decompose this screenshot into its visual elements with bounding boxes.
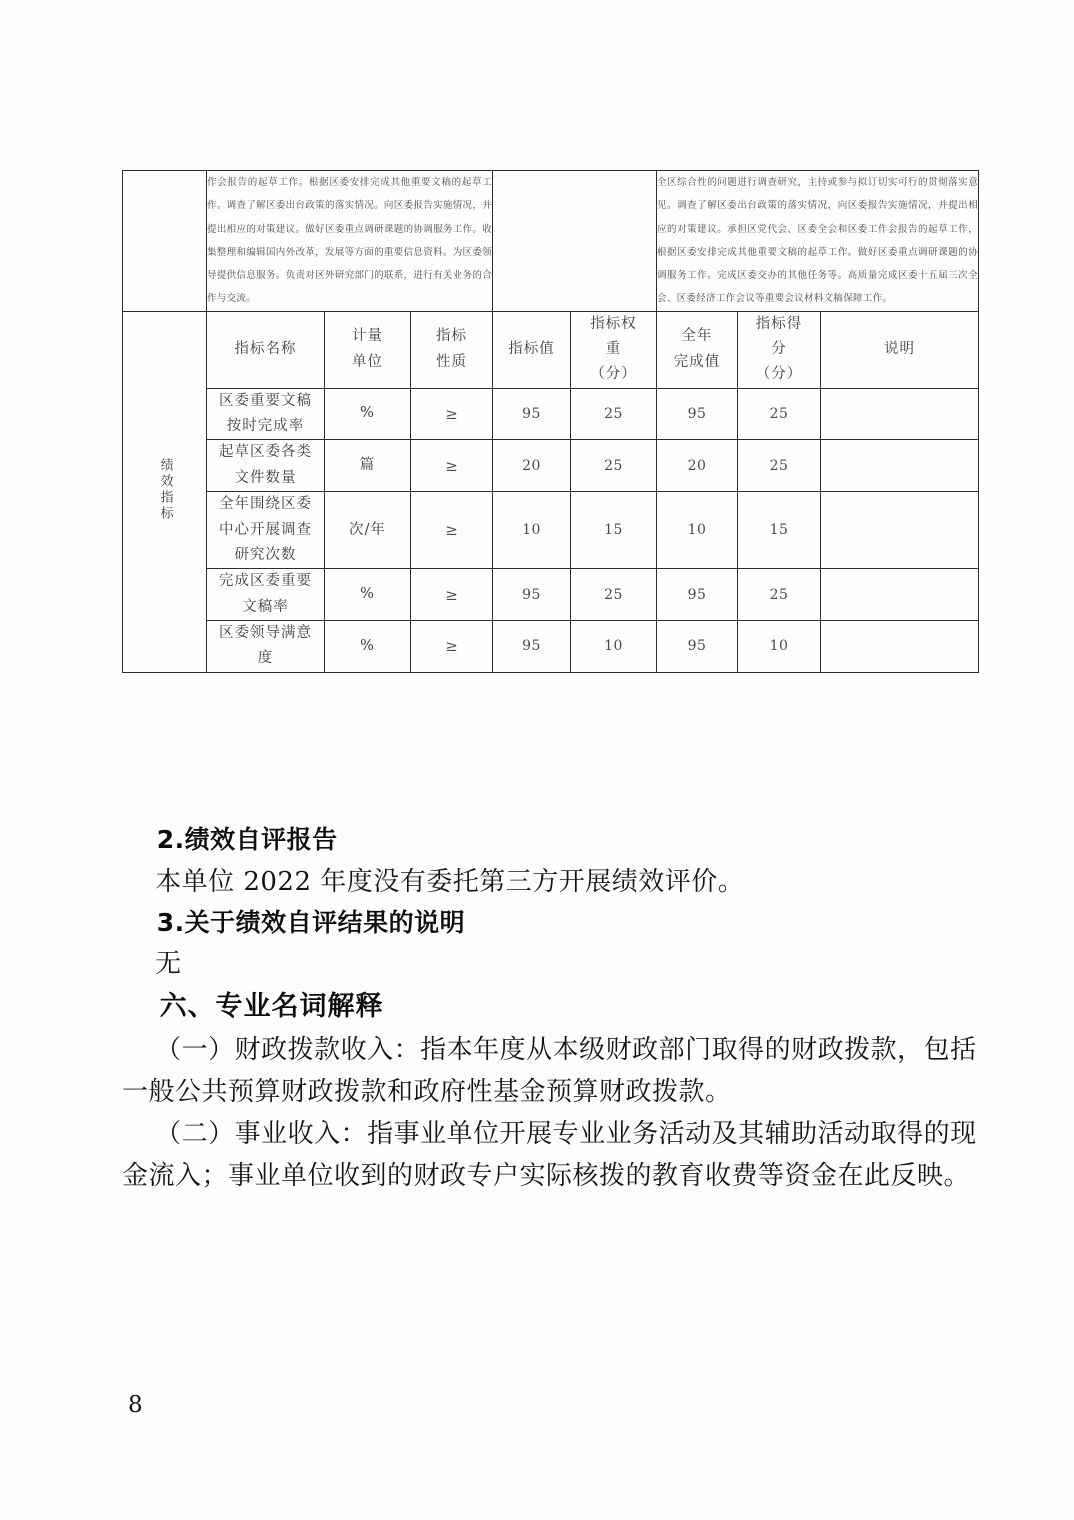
performance-indicator-table	[122, 170, 979, 673]
header-line: 单位	[352, 353, 383, 370]
cell-nature: ≥	[411, 388, 493, 440]
header-line: 指标值	[508, 340, 555, 357]
description-middle-blank	[493, 171, 657, 312]
header-line: 分	[771, 340, 787, 357]
description-label-cell	[123, 171, 207, 312]
cell-unit: 次/年	[325, 492, 411, 569]
page-number: 8	[128, 1392, 143, 1418]
cell-target-value: 95	[493, 388, 571, 440]
cell-score: 25	[738, 388, 821, 440]
cell-indicator-name	[207, 492, 325, 569]
cell-weight: 25	[571, 388, 657, 440]
header-line: 性质	[436, 353, 467, 370]
header-weight	[571, 311, 657, 388]
header-nature	[411, 311, 493, 388]
header-line: 全年	[681, 328, 713, 345]
description-left-text: 作会报告的起草工作。根据区委安排完成其他重要文稿的起草工作。调查了解区委出台政策的落实情况。向区委报告实施情况，并提出相应的对策建议。做好区委重点调研课题的协调服务工作。收集整理和编辑国内外改革，发展等方面的重要信息资料。为区委领导提供信息服务。负责对区外研究部门的联系，进行有关业务的合作与交流。	[207, 171, 493, 312]
cell-line: 文件数量	[234, 469, 297, 486]
cell-line: 按时完成率	[226, 418, 305, 435]
header-line: 说明	[884, 340, 916, 357]
cell-weight: 25	[571, 440, 657, 492]
header-line: 指标	[436, 328, 467, 345]
cell-target-value: 95	[493, 569, 571, 621]
header-unit	[325, 311, 411, 388]
header-line: 指标权	[590, 315, 637, 332]
cell-target-value: 20	[493, 440, 571, 492]
cell-actual-value: 95	[657, 621, 738, 673]
table-row	[123, 388, 979, 440]
cell-line: 研究次数	[234, 546, 297, 563]
cell-unit: %	[325, 621, 411, 673]
cell-unit: 篇	[325, 440, 411, 492]
cell-indicator-name	[207, 569, 325, 621]
table-row	[123, 492, 979, 569]
cell-nature: ≥	[411, 492, 493, 569]
cell-line: 度	[257, 650, 274, 667]
header-line: 完成值	[673, 353, 721, 370]
cell-score: 25	[738, 569, 821, 621]
cell-line: 中心开展调查	[219, 521, 312, 538]
cell-target-value: 95	[493, 621, 571, 673]
header-target-value	[493, 311, 571, 388]
header-line: 重	[605, 340, 622, 357]
header-line: 指标名称	[234, 340, 297, 357]
table-header-row	[123, 311, 979, 388]
cell-nature: ≥	[411, 440, 493, 492]
section-2-body: 本单位 2022 年度没有委托第三方开展绩效评价。	[155, 866, 745, 897]
section-3-heading: 3.关于绩效自评结果的说明	[156, 907, 466, 937]
section-2-heading: 2.绩效自评报告	[156, 825, 338, 854]
table-row	[123, 569, 979, 621]
table-row	[123, 440, 979, 492]
header-line: （分）	[755, 366, 803, 383]
cell-score: 25	[738, 440, 821, 492]
cell-indicator-name	[207, 621, 325, 673]
header-note	[821, 311, 979, 388]
cell-line: 文稿率	[242, 598, 289, 615]
description-right-text: 全区综合性的问题进行调查研究，主持或参与拟订切实可行的贯彻落实意见。调查了解区委出台政策的落实情况，向区委报告实施情况，并提出相应的对策建议。承担区党代会、区委全会和区委工作会报告的起草工作，根据区委安排完成其他重要文稿的起草工作。做好区委重点调研课题的协调服务工作。完成区委交办的其他任务等。高质量完成区委十五届三次全会、区委经济工作会议等重要会议材料文稿保障工作。	[657, 171, 979, 312]
term-definition-2: （二）事业收入：指事业单位开展专业业务活动及其辅助活动取得的现金流入；事业单位收到的财政专户实际核拨的教育收费等资金在此反映。	[122, 1119, 977, 1192]
cell-note	[821, 492, 979, 569]
cell-weight: 25	[571, 569, 657, 621]
term-definition-1: （一）财政拨款收入：指本年度从本级财政部门取得的财政拨款，包括一般公共预算财政拨款和政府性基金预算财政拨款。	[122, 1034, 977, 1108]
cell-unit: %	[325, 569, 411, 621]
header-actual-value	[657, 311, 738, 388]
cell-line: 起草区委各类	[219, 444, 312, 461]
header-line: 指标得	[755, 315, 803, 332]
cell-actual-value: 95	[657, 569, 738, 621]
row-group-label: 绩效指标	[157, 457, 173, 522]
cell-note	[821, 621, 979, 673]
section-6-heading: 六、专业名词解释	[159, 991, 384, 1023]
table-row-description	[123, 171, 979, 312]
cell-line: 全年围绕区委	[219, 496, 312, 513]
cell-actual-value: 95	[657, 388, 738, 440]
cell-unit: %	[325, 388, 411, 440]
cell-score: 15	[738, 492, 821, 569]
cell-actual-value: 10	[657, 492, 738, 569]
cell-indicator-name	[207, 440, 325, 492]
cell-note	[821, 569, 979, 621]
row-group-label-cell	[123, 311, 207, 672]
cell-line: 完成区委重要	[219, 573, 312, 590]
document-body	[122, 820, 982, 1197]
header-score	[738, 311, 821, 388]
cell-nature: ≥	[411, 621, 493, 673]
header-line: 计量	[352, 328, 383, 345]
cell-weight: 15	[571, 492, 657, 569]
cell-line: 区委领导满意	[219, 625, 312, 642]
cell-target-value: 10	[493, 492, 571, 569]
table-row	[123, 621, 979, 673]
cell-weight: 10	[571, 621, 657, 673]
cell-note	[821, 388, 979, 440]
cell-nature: ≥	[411, 569, 493, 621]
header-indicator-name	[207, 311, 325, 388]
cell-line: 区委重要文稿	[219, 392, 312, 409]
header-line: （分）	[590, 366, 637, 383]
cell-note	[821, 440, 979, 492]
cell-indicator-name	[207, 388, 325, 440]
cell-actual-value: 20	[657, 440, 738, 492]
cell-score: 10	[738, 621, 821, 673]
section-3-body: 无	[155, 949, 182, 980]
